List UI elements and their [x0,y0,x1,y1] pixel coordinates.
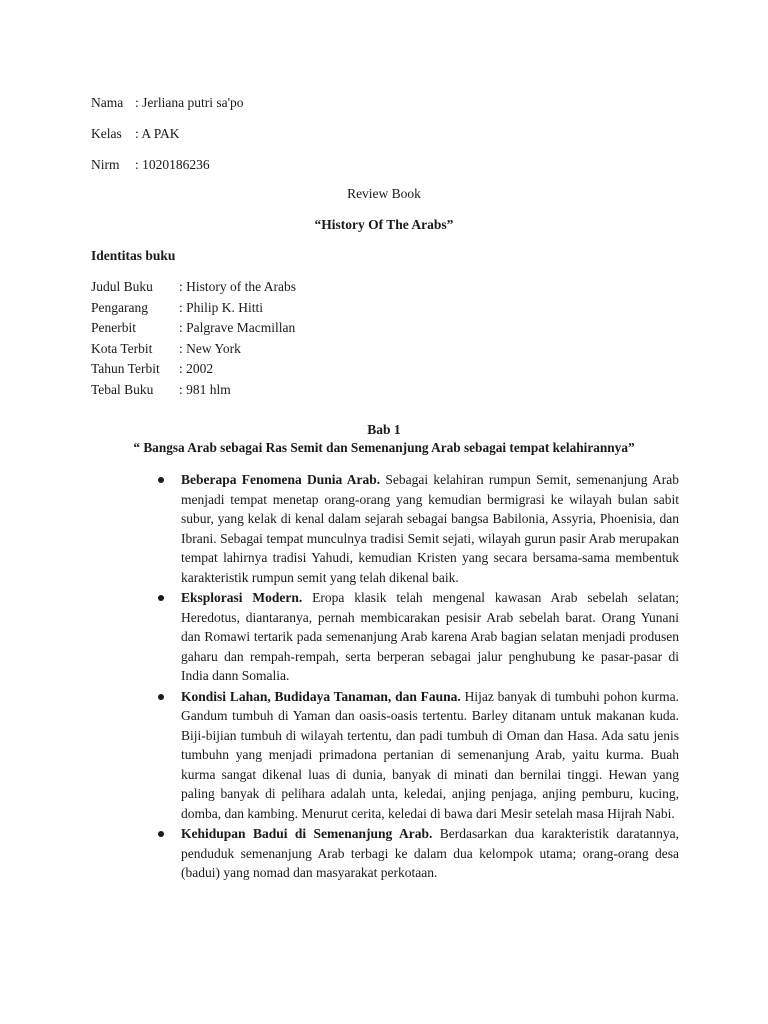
student-id-value: : 1020186236 [135,157,210,172]
identity-row-pages [91,381,296,402]
student-name-value: : Jerliana putri sa'po [135,95,244,110]
bullet-text [181,588,679,686]
bullet-heading: Beberapa Fenomena Dunia Arab. [181,472,381,487]
bullet-body: Eropa klasik telah mengenal kawasan Arab sebelah selatan; Heredotus, diantaranya, pernah membicarakan pesisir Arab sebelah barat. Orang Yunani dan Romawi tertarik pada semenanjung Arab karena Arab bagian selatan menjadi produsen gaharu dan rempah-rempah, serta berperan sebagai jalur penghubung ke pasar-pasar di India dann Somalia. [181,590,679,683]
book-title: “History Of The Arabs” [314,217,454,232]
identity-label: Kota Terbit [91,340,153,356]
identity-row-publisher [91,319,296,340]
bullet-text [181,687,679,824]
chapter-bullet-list [153,470,679,884]
identity-value: : History of the Arabs [179,279,296,294]
student-name-label: Nama [91,95,124,110]
list-item [153,588,679,686]
identity-row-city [91,340,296,361]
identity-label: Pengarang [91,299,148,315]
student-id-label: Nirm [91,157,120,172]
bullet-body: Hijaz banyak di tumbuhi pohon kurma. Gandum tumbuh di Yaman dan oasis-oasis tertentu. Barley ditanam untuk makanan kuda. Biji-bijian tumbuh di wilayah tertentu, dan padi tumbuh di Oman dan Hasa. Ada satu jenis tumbuhn yang menjadi primadona pertanian di semenanjung Arab, yaitu kurma. Buah kurma sangat dikenal luas di dunia, banyak di minati dan bernilai tinggi. Hewan yang paling banyak di pelihara adalah unta, keledai, anjing penjaga, anjing pemburu, kucing, domba, dan kambing. Menurut cerita, keledai di bawa dari Mesir setelah masa Hijrah Nabi. [181,688,679,821]
bullet-heading: Eksplorasi Modern. [181,590,303,605]
identity-label: Penerbit [91,320,136,336]
list-item [153,470,679,587]
student-info [91,94,244,187]
student-class-value: : A PAK [135,126,180,141]
identity-value: : 2002 [179,361,214,377]
bullet-heading: Kehidupan Badui di Semenanjung Arab. [181,826,433,841]
identity-value: : Philip K. Hitti [179,299,264,315]
bullet-body: Berdasarkan dua karakteristik daratannya, penduduk semenanjung Arab terbagi ke dalam dua kelompok utama; orang-orang desa (badui) yang nomad dan masyarakat perkotaan. [181,826,679,880]
list-item [153,687,679,824]
identity-label: Judul Buku [91,279,153,294]
student-class-row [91,125,244,156]
identity-value: : 981 hlm [179,381,231,397]
bullet-text [181,824,679,883]
identity-row-title [91,278,296,299]
identity-row-author [91,299,296,320]
identity-row-year [91,360,296,381]
bullet-heading: Kondisi Lahan, Budidaya Tanaman, dan Fauna. [181,688,461,704]
bullet-text [181,470,679,587]
bullet-dot-icon [153,687,181,824]
review-label: Review Book [347,186,421,201]
list-item [153,824,679,883]
identity-label: Tahun Terbit [91,361,160,377]
chapter-title: “ Bangsa Arab sebagai Ras Semit dan Semenanjung Arab sebagai tempat kelahirannya” [133,440,635,455]
identity-value: : Palgrave Macmillan [179,320,296,336]
student-name-row [91,94,244,125]
chapter-heading: Bab 1 [367,422,401,437]
identity-value: : New York [179,340,241,356]
bullet-dot-icon [153,588,181,686]
bullet-dot-icon [153,470,181,587]
student-id-row [91,156,244,187]
identity-label: Tebal Buku [91,381,154,397]
book-identity-table [91,278,296,402]
bullet-body: Sebagai kelahiran rumpun Semit, semenanjung Arab menjadi tempat menetap orang-orang yang kemudian bermigrasi ke wilayah bulan sabit subur, yang kelak di kenal dalam sejarah sebagai bangsa Babilonia, Assyria, Phoenisia, dan Ibrani. Sebagai tempat munculnya tradisi Semit sejati, wilayah gurun pasir Arab merupakan tempat lahirnya tradisi Yahudi, kemudian Kristen yang secara bersama-sama membentuk karakteristik rumpun semit yang telah dikenal baik. [181,472,679,585]
student-class-label: Kelas [91,126,122,141]
bullet-dot-icon [153,824,181,883]
identity-heading: Identitas buku [91,248,176,263]
